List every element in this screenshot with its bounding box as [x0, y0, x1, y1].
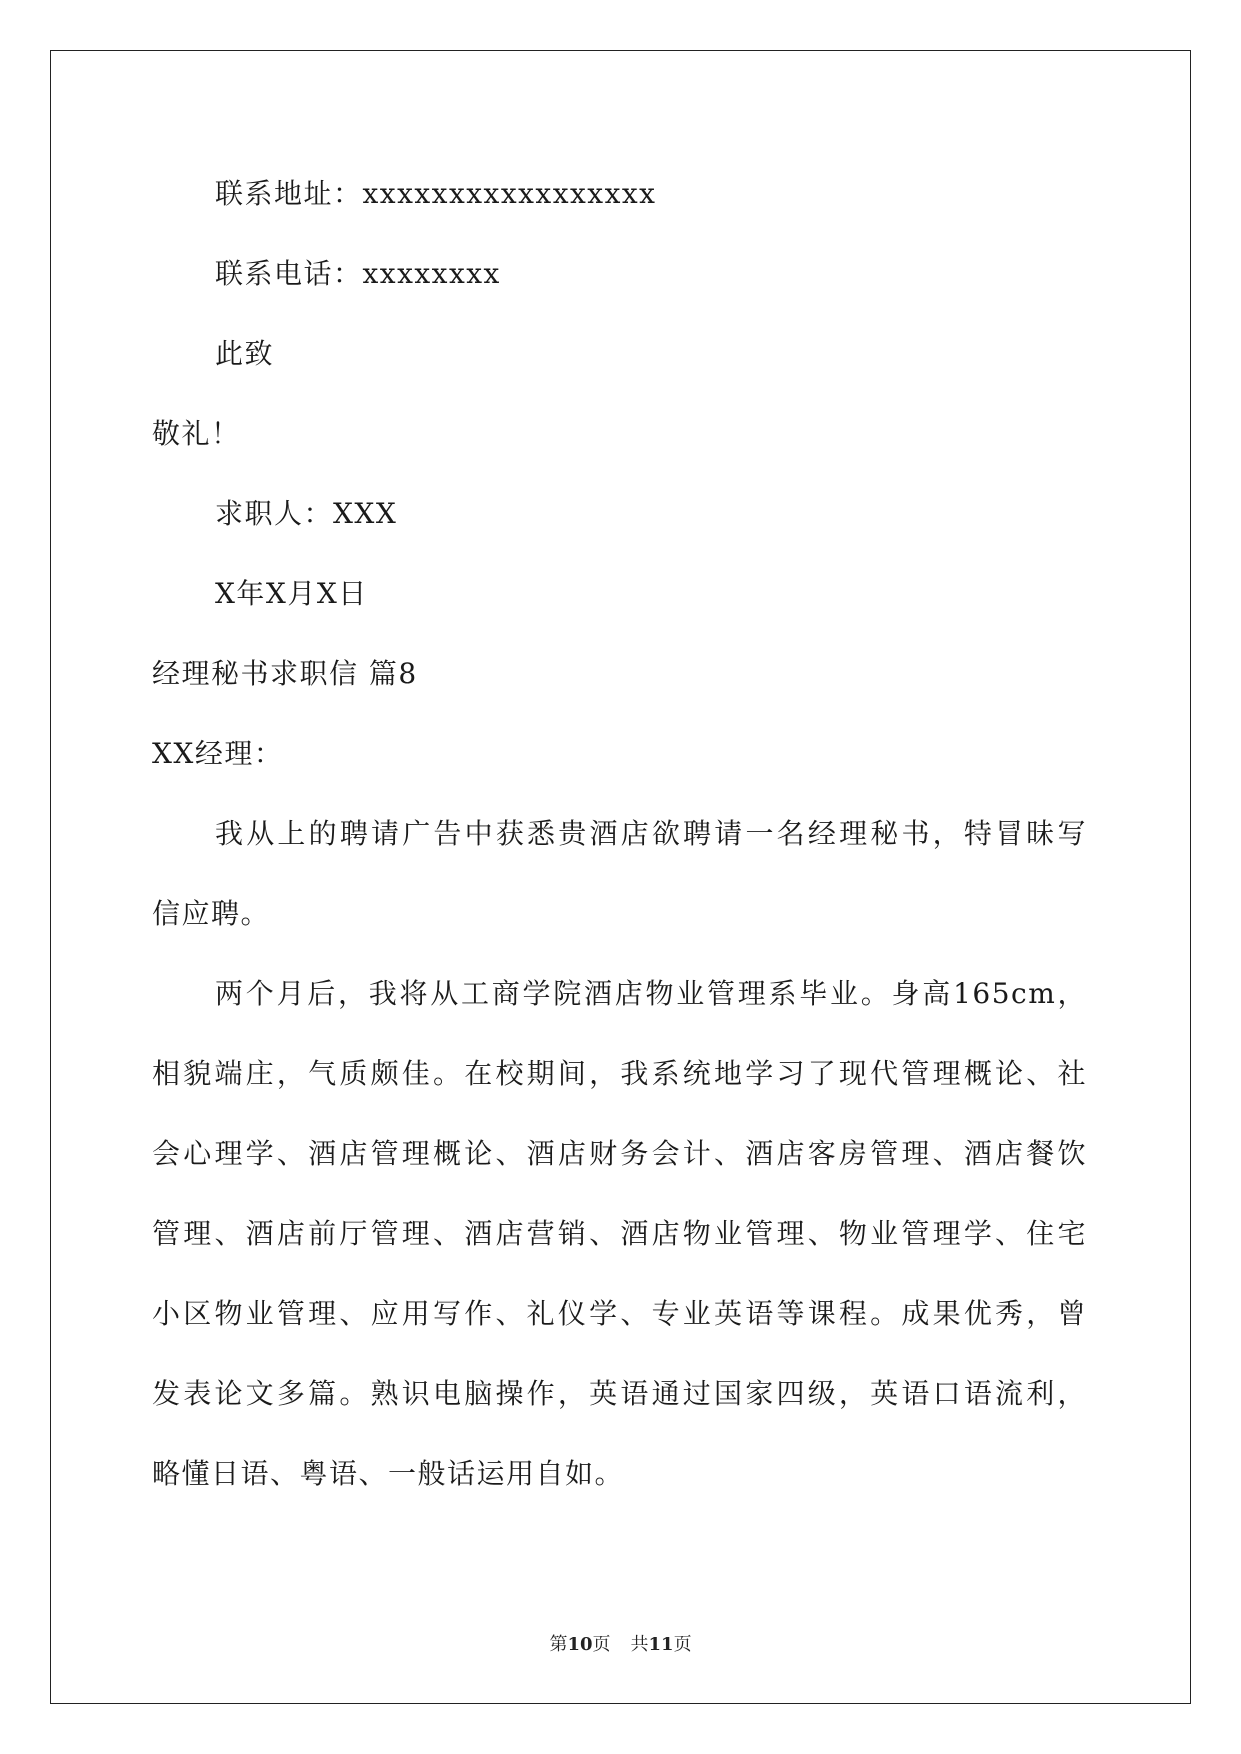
page-number-footer: [0, 1633, 1241, 1657]
paragraph-1-line-2: 信应聘。: [152, 897, 271, 930]
footer-prefix: 第: [549, 1634, 568, 1655]
footer-total-suffix: 页: [673, 1634, 692, 1655]
section-title: 经理秘书求职信 篇8: [152, 657, 418, 690]
contact-address: 联系地址：xxxxxxxxxxxxxxxxx: [215, 177, 657, 210]
footer-total-prefix: 共: [630, 1634, 649, 1655]
applicant-signature: 求职人：XXX: [215, 497, 398, 530]
paragraph-1-line-1: 我从上的聘请广告中获悉贵酒店欲聘请一名经理秘书，特冒昧写: [215, 817, 1087, 850]
closing-cizhi: 此致: [215, 337, 275, 370]
letter-date: X年X月X日: [215, 577, 368, 610]
contact-phone: 联系电话：xxxxxxxx: [215, 257, 501, 290]
paragraph-2-line-2: 相貌端庄，气质颇佳。在校期间，我系统地学习了现代管理概论、社: [152, 1057, 1087, 1090]
paragraph-2-line-3: 会心理学、酒店管理概论、酒店财务会计、酒店客房管理、酒店餐饮: [152, 1137, 1087, 1170]
salutation: XX经理：: [152, 737, 284, 770]
total-page-count: 11: [648, 1634, 674, 1655]
current-page-number: 10: [567, 1634, 593, 1655]
paragraph-2-line-7: 略懂日语、粤语、一般话运用自如。: [152, 1457, 625, 1490]
closing-jingli: 敬礼！: [152, 417, 241, 450]
paragraph-2-line-5: 小区物业管理、应用写作、礼仪学、专业英语等课程。成果优秀，曾: [152, 1297, 1087, 1330]
paragraph-2-line-1: 两个月后，我将从工商学院酒店物业管理系毕业。身高165cm，: [215, 977, 1087, 1010]
paragraph-2-line-4: 管理、酒店前厅管理、酒店营销、酒店物业管理、物业管理学、住宅: [152, 1217, 1087, 1250]
paragraph-2-line-6: 发表论文多篇。熟识电脑操作，英语通过国家四级，英语口语流利，: [152, 1377, 1087, 1410]
footer-page-word: 页: [592, 1634, 611, 1655]
